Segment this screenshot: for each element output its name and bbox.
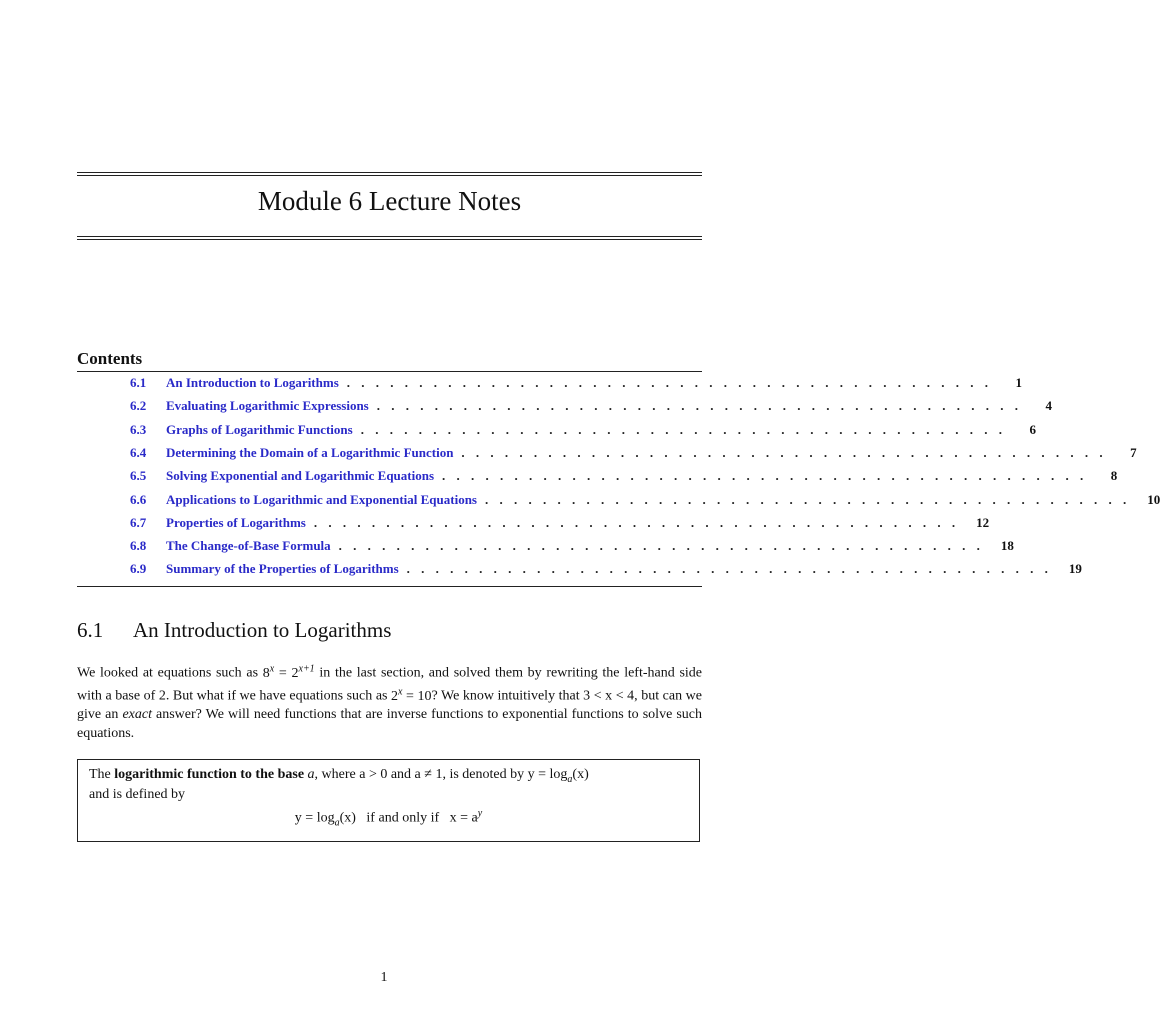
contents-rule-bottom [77,586,702,587]
toc-entry-page: 6 [1029,421,1036,437]
toc-entry-link[interactable]: Summary of the Properties of Logarithms [166,561,399,577]
toc-leader-dots: . . . . . . . . . . . . . . . . . . . . . . . . . . . . . . . . . . . . . . . . . . . . . [484,491,1131,507]
page-number: 1 [380,970,388,985]
para-text: ? We know intuitively that [431,688,584,704]
toc-entry-link[interactable]: Graphs of Logarithmic Functions [166,421,353,437]
page-title: Module 6 Lecture Notes [257,186,522,216]
toc-entry-link[interactable]: Determining the Domain of a Logarithmic Function [166,444,454,460]
toc-leader-dots: . . . . . . . . . . . . . . . . . . . . . . . . . . . . . . . . . . . . . . . . . . . . . [313,514,960,530]
toc-entry[interactable] [130,491,1160,510]
toc-entry-page: 7 [1130,444,1137,460]
toc-entry-page: 1 [1015,375,1023,390]
toc-entry[interactable] [130,468,1118,486]
definition-line-2: and is defined by [89,787,186,802]
definition-line-1: The logarithmic function to the base a, where a > 0 and a ≠ 1, is denoted by $y = \log_a(x)$ [89,767,589,785]
toc-entry-page: 8 [1110,468,1118,484]
toc-entry-link[interactable]: Applications to Logarithmic and Exponential Equations [166,491,477,507]
section-title: An Introduction to Logarithms [133,618,392,642]
para-text: in the last section, and solved them by rewriting the left-hand side with a base of 2. But what if we have equations such as [77,665,702,704]
toc-entry-link[interactable]: An Introduction to Logarithms [166,375,339,390]
para-text: answer? We will need functions that are inverse functions to exponential functions to solve such equations. [77,707,703,741]
contents-heading: Contents [77,349,143,368]
toc-leader-dots: . . . . . . . . . . . . . . . . . . . . . . . . . . . . . . . . . . . . . . . . . . . . . [346,375,993,390]
toc-entry[interactable] [130,561,1082,579]
toc-entry-link[interactable]: Solving Exponential and Logarithmic Equations [166,468,435,484]
toc-entry-page: 18 [1000,538,1014,554]
definition-term: logarithmic function to the base [114,767,305,782]
toc-leader-dots: . . . . . . . . . . . . . . . . . . . . . . . . . . . . . . . . . . . . . . . . . . . . . [360,421,1006,437]
title-rule-top-2 [77,175,702,176]
section-number: 6.1 [77,618,104,642]
toc-entry[interactable] [130,421,1036,440]
toc-entry-number[interactable]: 6.9 [130,561,147,577]
contents-rule-top [77,371,702,372]
toc-leader-dots: . . . . . . . . . . . . . . . . . . . . . . . . . . . . . . . . . . . . . . . . . . . . . [461,444,1107,460]
toc-entry-number[interactable]: 6.3 [130,421,147,437]
toc-entry-link[interactable]: Evaluating Logarithmic Expressions [166,398,369,414]
section-heading [77,618,391,643]
toc-entry-page: 19 [1068,561,1082,577]
title-rule-top-1 [77,172,702,173]
emphasis-exact: exact [122,707,152,723]
toc-entry-number[interactable]: 6.7 [130,514,147,530]
title-rule-bottom-2 [77,239,702,240]
toc-entry-link[interactable]: The Change-of-Base Formula [166,538,331,554]
para-text: We looked at equations such as [77,665,263,681]
toc-entry[interactable] [130,514,990,533]
toc-entry-link[interactable]: Properties of Logarithms [166,514,306,530]
definition-box [77,759,700,842]
toc-entry-number[interactable]: 6.1 [130,375,147,390]
toc-entry-number[interactable]: 6.2 [130,398,147,414]
toc-entry[interactable] [130,538,1014,556]
toc-entry-number[interactable]: 6.4 [130,444,147,460]
toc-entry[interactable] [130,444,1137,463]
toc-entry-number[interactable]: 6.5 [130,468,147,484]
intro-paragraph [77,660,702,743]
toc-leader-dots: . . . . . . . . . . . . . . . . . . . . . . . . . . . . . . . . . . . . . . . . . . . . . [338,538,984,554]
toc-entry[interactable] [130,398,1052,416]
inequality-inline: 3 < x < 4 [583,688,635,704]
equation-inline: $2^x = 10$ [391,686,432,704]
toc-entry-number[interactable]: 6.8 [130,538,147,554]
toc-leader-dots: . . . . . . . . . . . . . . . . . . . . . . . . . . . . . . . . . . . . . . . . . . . . . [376,398,1022,414]
toc-entry-page: 4 [1045,398,1052,414]
title-rule-bottom-1 [77,236,702,237]
toc-leader-dots: . . . . . . . . . . . . . . . . . . . . . . . . . . . . . . . . . . . . . . . . . . . . . [442,468,1088,484]
toc-leader-dots: . . . . . . . . . . . . . . . . . . . . . . . . . . . . . . . . . . . . . . . . . . . . . [406,561,1052,577]
definition-equation: $y = \log_a(x)$ if and only if $x = a^y$ [294,808,483,829]
toc-entry-number[interactable]: 6.6 [130,491,147,507]
toc-entry-page: 12 [976,514,990,530]
toc-entry[interactable] [130,375,1023,393]
toc-entry-page: 10 [1147,491,1160,507]
para-text: , but can we give an [77,688,702,723]
equation-inline: $8^x = 2^{x+1}$ [262,663,315,681]
